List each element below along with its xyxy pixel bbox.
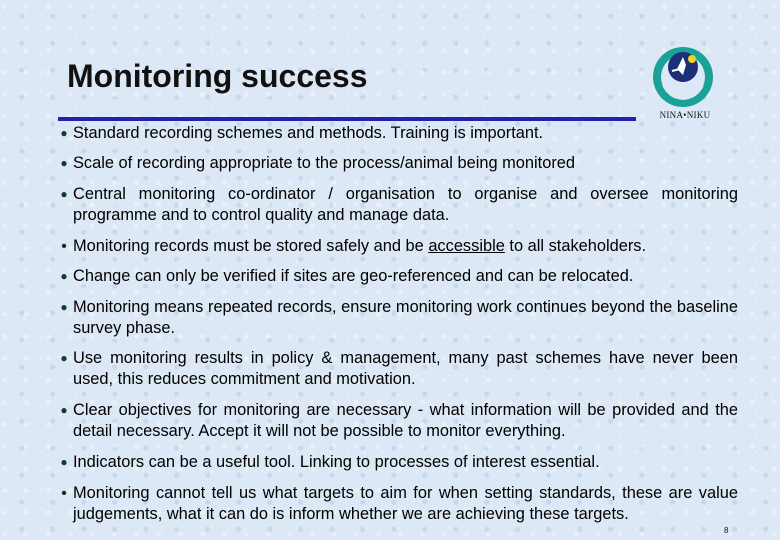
- bullet-text: Indicators can be a useful tool. Linking to processes of interest essential.: [73, 453, 600, 471]
- list-item: [58, 297, 738, 339]
- bullet-marker: ●: [60, 187, 68, 201]
- bullet-marker: ●: [60, 455, 68, 469]
- list-item: [58, 266, 738, 287]
- bullet-text: Central monitoring co-ordinator / organisation to organise and oversee monitoring programme and to control quality and manage data.: [73, 185, 738, 224]
- bullet-text: Clear objectives for monitoring are necessary - what information will be provided and the detail necessary. Accept it will not be possible to monitor everything.: [73, 401, 738, 440]
- ninaniku-logo-icon: [650, 45, 720, 109]
- bullet-marker: ●: [60, 269, 68, 283]
- bullet-text: Scale of recording appropriate to the process/animal being monitored: [73, 154, 576, 172]
- bullet-text-part: Monitoring records must be stored safely and be: [73, 237, 429, 255]
- bullet-text-part: to all stakeholders.: [504, 237, 647, 255]
- page-number: 8: [724, 526, 729, 535]
- list-item: [58, 483, 738, 525]
- list-item: [58, 236, 738, 257]
- bullet-text: Use monitoring results in policy & management, many past schemes have never been used, this reduces commitment and motivation.: [73, 349, 738, 388]
- bullet-marker: •: [61, 485, 67, 502]
- bullet-marker: ●: [60, 126, 68, 140]
- slide-title: Monitoring success: [67, 58, 368, 94]
- list-item: [58, 184, 738, 226]
- list-item: [58, 153, 738, 174]
- bullet-text: Monitoring means repeated records, ensure monitoring work continues beyond the baseline survey phase.: [73, 298, 738, 337]
- bullet-text: Change can only be verified if sites are geo-referenced and can be relocated.: [73, 267, 634, 285]
- list-item: [58, 452, 738, 473]
- bullet-marker: •: [61, 238, 67, 255]
- bullet-text: Standard recording schemes and methods. Training is important.: [73, 124, 544, 142]
- bullet-text: [73, 236, 738, 257]
- list-item: [58, 123, 738, 144]
- bullet-marker: ●: [60, 351, 68, 365]
- bullet-marker: ●: [60, 403, 68, 417]
- logo-text: NINA•NIKU: [659, 110, 711, 120]
- bullet-text: Monitoring cannot tell us what targets to aim for when setting standards, these are value judgements, what it can do is inform whether we are achieving these targets.: [73, 484, 738, 523]
- organization-logo: [650, 45, 720, 123]
- title-underline: [58, 117, 636, 121]
- list-item: [58, 348, 738, 390]
- list-item: [58, 400, 738, 442]
- accessible-underlined: accessible: [428, 237, 505, 255]
- bullet-marker: ●: [60, 300, 68, 314]
- bullet-marker: ●: [60, 156, 68, 170]
